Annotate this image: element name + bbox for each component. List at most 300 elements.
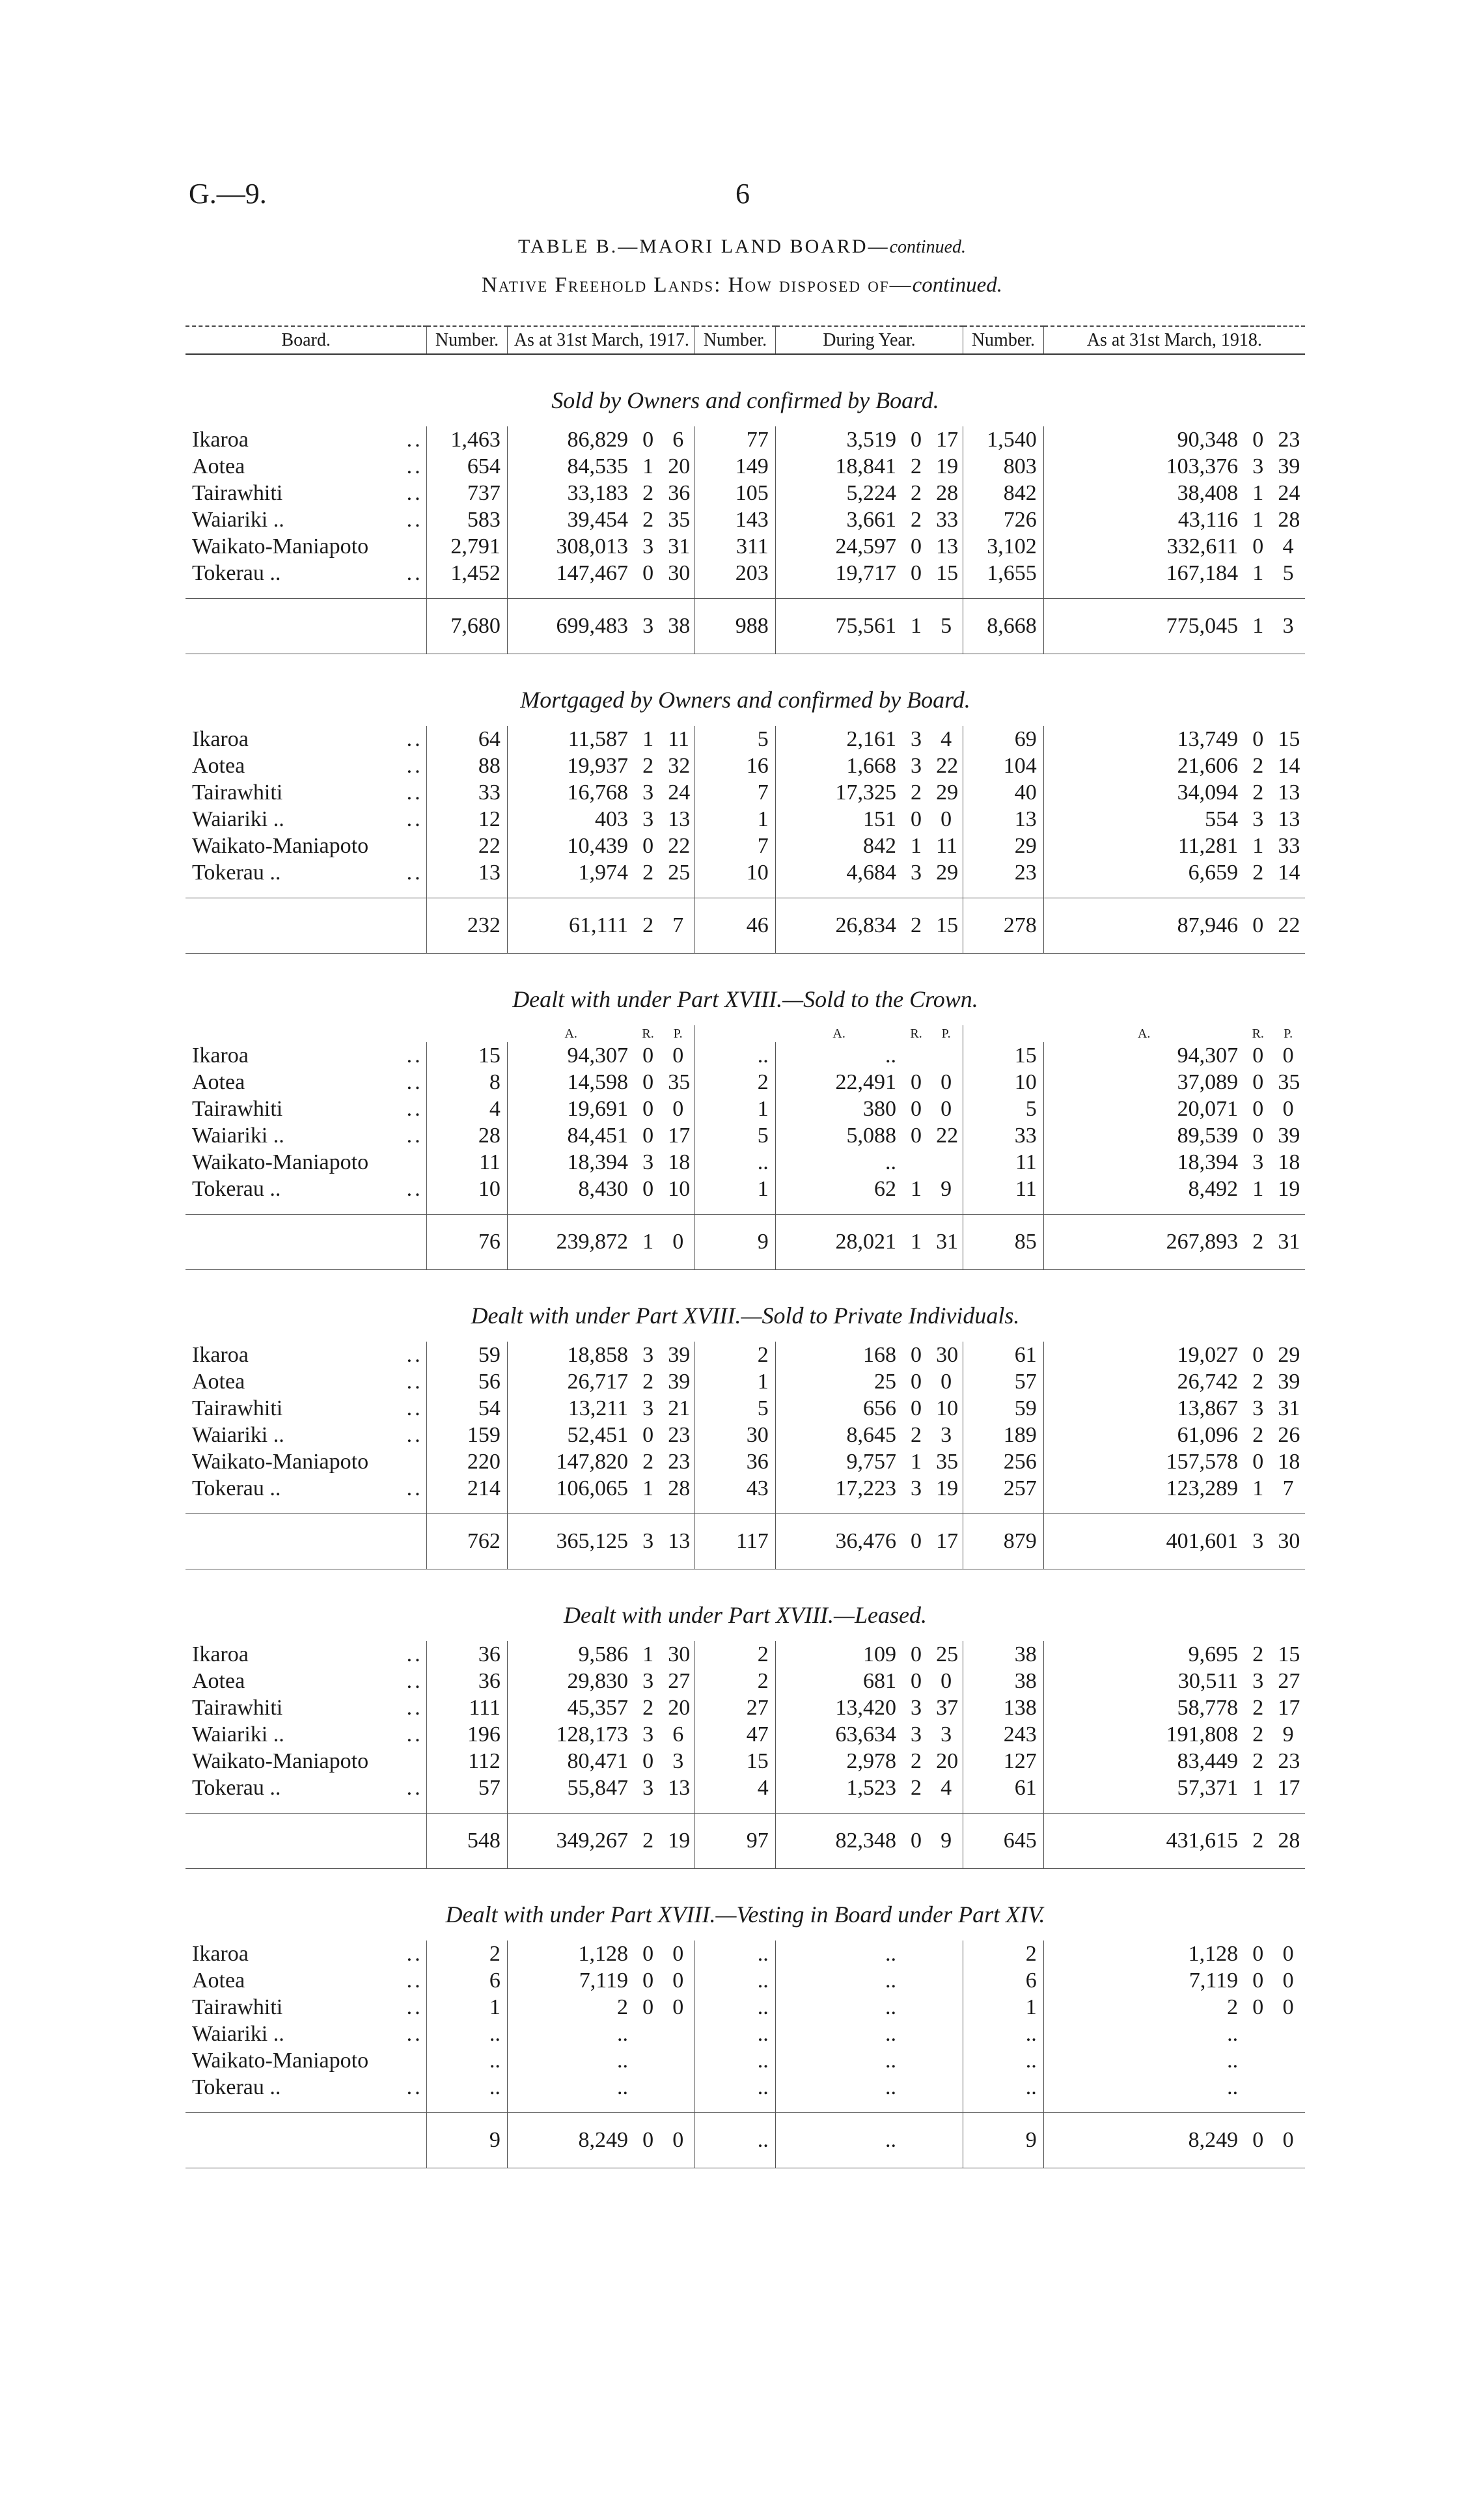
table-row — [186, 859, 1305, 886]
total-row — [186, 1814, 1305, 1869]
table-cell: 39 — [1278, 1123, 1300, 1148]
board-name: Tokerau .. — [192, 1775, 281, 1800]
table-cell: 0 — [911, 1096, 922, 1121]
total-cell: 117 — [695, 1514, 776, 1569]
table-cell: 2 — [1252, 1369, 1264, 1394]
board-name: Tokerau .. — [192, 1476, 281, 1500]
table-cell: 1 — [695, 1368, 776, 1395]
spacer-cell — [635, 2101, 661, 2113]
table-row — [186, 779, 1305, 806]
table-row — [186, 1668, 1305, 1694]
table-cell: .. — [695, 1967, 776, 1994]
spacer-cell — [695, 886, 776, 898]
table-cell: 6 — [963, 1967, 1044, 1994]
total-cell: 645 — [963, 1814, 1044, 1869]
table-cell: 2 — [911, 507, 922, 532]
table-row — [186, 806, 1305, 833]
table-cell: .. — [1043, 2021, 1244, 2047]
leader-dots: .. — [406, 1123, 423, 1148]
table-cell: 2,161 — [775, 726, 903, 753]
spacer-cell — [661, 587, 695, 599]
table-cell: 1 — [911, 1176, 922, 1201]
spacer-cell — [427, 1202, 508, 1215]
spacer-cell — [775, 1801, 903, 1814]
col-header-number-1917: Number. — [427, 326, 508, 354]
board-name: Ikaroa — [192, 1941, 249, 1966]
spacer-row — [186, 2101, 1305, 2113]
spacer-cell — [963, 587, 1044, 599]
table-cell: 2 — [1252, 860, 1264, 885]
spacer-cell — [929, 1202, 963, 1215]
table-cell: 23 — [1278, 1748, 1300, 1773]
table-cell: 2 — [695, 1641, 776, 1668]
table-cell: 0 — [911, 1396, 922, 1420]
table-cell — [1244, 2074, 1271, 2101]
table-cell: 583 — [427, 506, 508, 533]
table-cell: 31 — [1278, 1396, 1300, 1420]
table-cell: 13,867 — [1043, 1395, 1244, 1422]
table-cell: 56 — [427, 1368, 508, 1395]
total-cell — [929, 2113, 963, 2168]
board-name: Tairawhiti — [192, 480, 283, 505]
table-cell: 64 — [427, 726, 508, 753]
table-cell: 1 — [695, 806, 776, 833]
table-cell: 22 — [936, 1123, 959, 1148]
table-cell: 106,065 — [507, 1475, 635, 1502]
spacer-cell — [695, 1801, 776, 1814]
table-cell: 3 — [642, 1775, 654, 1800]
section-heading-row — [186, 1270, 1305, 1342]
table-cell: 2 — [1252, 1422, 1264, 1447]
table-cell: 18 — [668, 1150, 691, 1174]
total-cell: 401,601 — [1043, 1514, 1244, 1569]
table-cell: 0 — [672, 1043, 684, 1068]
table-cell: 3,661 — [775, 506, 903, 533]
total-cell: 879 — [963, 1514, 1044, 1569]
table-cell: 0 — [1282, 1995, 1294, 2019]
table-cell: 149 — [695, 453, 776, 480]
leader-dots: .. — [406, 807, 423, 831]
col-header-as-at-1917: As at 31st March, 1917. — [507, 326, 694, 354]
spacer-cell — [775, 587, 903, 599]
table-cell: 21,606 — [1043, 753, 1244, 779]
table-cell — [661, 2021, 695, 2047]
total-row — [186, 599, 1305, 654]
table-cell — [635, 2074, 661, 2101]
spacer-cell — [929, 587, 963, 599]
col-header-during-year: During Year. — [775, 326, 963, 354]
table-row — [186, 533, 1305, 560]
table-cell: 157,578 — [1043, 1448, 1244, 1475]
table-cell: 5 — [963, 1096, 1044, 1122]
table-cell: 1 — [427, 1994, 508, 2021]
table-cell: 0 — [642, 833, 654, 858]
table-cell: 18 — [1278, 1150, 1300, 1174]
table-cell — [903, 1994, 929, 2021]
table-cell: 0 — [1282, 1941, 1294, 1966]
table-cell: .. — [775, 2021, 903, 2047]
table-cell: 22 — [936, 753, 959, 778]
total-label-cell — [186, 1814, 427, 1869]
table-cell: 2,791 — [427, 533, 508, 560]
table-cell: 27 — [1278, 1668, 1300, 1693]
units-spacer — [963, 1025, 1044, 1042]
total-cell: 3 — [635, 599, 661, 654]
table-cell: 3 — [642, 1668, 654, 1693]
table-cell: 2 — [695, 1069, 776, 1096]
table-cell: .. — [775, 1994, 903, 2021]
table-cell: .. — [695, 2047, 776, 2074]
table-cell: 3 — [911, 860, 922, 885]
table-cell: .. — [695, 1149, 776, 1176]
total-cell: 278 — [963, 898, 1044, 954]
table-cell: 127 — [963, 1748, 1044, 1775]
table-cell: 3 — [642, 780, 654, 805]
table-cell: 25 — [936, 1642, 959, 1666]
table-cell: 20 — [668, 1695, 691, 1720]
table-cell: 24,597 — [775, 533, 903, 560]
table-cell: 6,659 — [1043, 859, 1244, 886]
table-cell: 61,096 — [1043, 1422, 1244, 1448]
leader-dots: .. — [406, 1369, 423, 1394]
table-cell: 86,829 — [507, 426, 635, 453]
table-cell: 30 — [668, 1642, 691, 1666]
leader-dots: .. — [406, 1968, 423, 1993]
spacer-cell — [903, 1801, 929, 1814]
spacer-cell — [1043, 1502, 1244, 1514]
table-cell: 1 — [1252, 507, 1264, 532]
table-cell: 7 — [695, 779, 776, 806]
table-cell — [1244, 2021, 1271, 2047]
spacer-cell — [1043, 1202, 1244, 1215]
table-cell: 54 — [427, 1395, 508, 1422]
table-cell: 1 — [1252, 560, 1264, 585]
board-name: Aotea — [192, 1968, 245, 1993]
table-cell: 5,224 — [775, 480, 903, 506]
table-cell: 23 — [668, 1422, 691, 1447]
table-cell: 0 — [642, 560, 654, 585]
board-name: Waiariki .. — [192, 2021, 284, 2046]
table-cell: 1 — [642, 1476, 654, 1500]
table-cell: 33 — [1278, 833, 1300, 858]
total-cell: 7 — [661, 898, 695, 954]
table-cell: .. — [695, 2021, 776, 2047]
table-cell: 17,325 — [775, 779, 903, 806]
table-cell: 0 — [941, 1096, 952, 1121]
total-label-cell — [186, 1215, 427, 1270]
table-cell: 22,491 — [775, 1069, 903, 1096]
table-cell: 30 — [668, 560, 691, 585]
table-cell: 4 — [941, 726, 952, 751]
table-cell: 0 — [1252, 1123, 1264, 1148]
table-cell — [929, 1994, 963, 2021]
table-cell: 1 — [695, 1176, 776, 1202]
table-row — [186, 426, 1305, 453]
table-cell: 0 — [642, 1176, 654, 1201]
table-cell: 17 — [668, 1123, 691, 1148]
table-cell: 2 — [1252, 1748, 1264, 1773]
table-cell: 0 — [1252, 1070, 1264, 1094]
table-cell: 105 — [695, 480, 776, 506]
table-cell: .. — [775, 1967, 903, 1994]
table-cell: 24 — [1278, 480, 1300, 505]
table-cell: 80,471 — [507, 1748, 635, 1775]
spacer-cell — [186, 587, 427, 599]
table-cell: 19,717 — [775, 560, 903, 587]
table-cell: 220 — [427, 1448, 508, 1475]
units-spacer — [186, 1025, 507, 1042]
spacer-row — [186, 1202, 1305, 1215]
spacer-cell — [1271, 886, 1305, 898]
table-cell — [1244, 2047, 1271, 2074]
table-row — [186, 1422, 1305, 1448]
table-cell: 6 — [672, 427, 684, 452]
table-cell: 803 — [963, 453, 1044, 480]
table-cell: 3 — [1252, 454, 1264, 478]
table-cell: .. — [775, 1042, 903, 1069]
table-cell: 10,439 — [507, 833, 635, 859]
total-cell: 19 — [661, 1814, 695, 1869]
spacer-cell — [186, 886, 427, 898]
table-cell: 0 — [941, 1369, 952, 1394]
total-cell: 2 — [635, 1814, 661, 1869]
total-cell: .. — [695, 2113, 776, 2168]
spacer-cell — [929, 1801, 963, 1814]
table-cell: 18,841 — [775, 453, 903, 480]
spacer-cell — [1043, 1801, 1244, 1814]
total-cell: 31 — [929, 1215, 963, 1270]
table-cell: 311 — [695, 533, 776, 560]
unit-roods: R. — [910, 1026, 922, 1041]
table-cell: 13 — [1278, 780, 1300, 805]
table-row — [186, 2074, 1305, 2101]
leader-dots: .. — [406, 2075, 423, 2099]
table-cell: 1,974 — [507, 859, 635, 886]
table-row — [186, 1096, 1305, 1122]
total-cell: 1 — [635, 1215, 661, 1270]
total-cell: 9 — [427, 2113, 508, 2168]
spacer-cell — [661, 886, 695, 898]
table-cell: 21 — [668, 1396, 691, 1420]
table-cell: 0 — [1252, 534, 1264, 559]
board-name: Waikato-Maniapoto — [192, 2048, 369, 2073]
table-row — [186, 1994, 1305, 2021]
total-cell: 762 — [427, 1514, 508, 1569]
table-cell: 55,847 — [507, 1775, 635, 1801]
spacer-cell — [1244, 587, 1271, 599]
spacer-cell — [507, 886, 635, 898]
table-cell: 1,128 — [1043, 1941, 1244, 1967]
table-cell: 1,668 — [775, 753, 903, 779]
table-cell: 2 — [642, 860, 654, 885]
unit-acres: A. — [564, 1026, 577, 1041]
table-cell: 112 — [427, 1748, 508, 1775]
table-cell: .. — [507, 2074, 635, 2101]
table-cell: 4 — [427, 1096, 508, 1122]
table-row — [186, 1342, 1305, 1368]
table-cell: 123,289 — [1043, 1475, 1244, 1502]
board-name: Waikato-Maniapoto — [192, 1449, 369, 1474]
table-cell: 1 — [911, 1449, 922, 1474]
table-cell: 23 — [668, 1449, 691, 1474]
board-name: Tokerau .. — [192, 860, 281, 885]
table-cell: 842 — [775, 833, 903, 859]
table-cell: 2 — [1252, 1642, 1264, 1666]
table-cell: 2 — [963, 1941, 1044, 1967]
table-cell: 0 — [1252, 1043, 1264, 1068]
table-cell: 1 — [642, 454, 654, 478]
section-heading: Dealt with under Part XVIII.—Sold to Private Individuals. — [471, 1303, 1020, 1329]
table-cell: 23 — [1278, 427, 1300, 452]
total-cell: 5 — [929, 599, 963, 654]
board-name: Tokerau .. — [192, 2075, 281, 2099]
table-cell: 19 — [936, 1476, 959, 1500]
total-label-cell — [186, 599, 427, 654]
leader-dots: .. — [406, 1642, 423, 1666]
table-cell: 63,634 — [775, 1721, 903, 1748]
table-cell: 654 — [427, 453, 508, 480]
total-row — [186, 1215, 1305, 1270]
table-row — [186, 833, 1305, 859]
table-cell: 4,684 — [775, 859, 903, 886]
leader-dots: .. — [406, 753, 423, 778]
table-cell: 3 — [642, 1396, 654, 1420]
table-cell: 29 — [1278, 1342, 1300, 1367]
total-cell: 31 — [1271, 1215, 1305, 1270]
table-cell: 19 — [1278, 1176, 1300, 1201]
total-cell: 267,893 — [1043, 1215, 1244, 1270]
unit-perches: P. — [941, 1026, 951, 1041]
table-cell: 2 — [695, 1342, 776, 1368]
table-cell: 94,307 — [1043, 1042, 1244, 1069]
table-cell: 10 — [936, 1396, 959, 1420]
table-cell: 1,452 — [427, 560, 508, 587]
table-cell: 7 — [695, 833, 776, 859]
table-row — [186, 1694, 1305, 1721]
table-cell: 656 — [775, 1395, 903, 1422]
table-cell: 0 — [941, 1070, 952, 1094]
table-cell — [903, 1941, 929, 1967]
spacer-cell — [903, 2101, 929, 2113]
table-cell: 0 — [911, 1070, 922, 1094]
spacer-cell — [695, 1502, 776, 1514]
table-cell: 13,749 — [1043, 726, 1244, 753]
table-cell: 0 — [941, 1668, 952, 1693]
spacer-cell — [963, 1502, 1044, 1514]
total-cell: 87,946 — [1043, 898, 1244, 954]
total-cell: 7,680 — [427, 599, 508, 654]
table-cell: 0 — [911, 1342, 922, 1367]
table-cell: .. — [775, 1149, 903, 1176]
table-cell: 19,691 — [507, 1096, 635, 1122]
section-heading-row — [186, 954, 1305, 1026]
table-cell: .. — [1043, 2047, 1244, 2074]
table-cell: 10 — [695, 859, 776, 886]
table-row — [186, 2021, 1305, 2047]
section-heading: Dealt with under Part XVIII.—Leased. — [564, 1602, 927, 1628]
table-cell: 1 — [1252, 833, 1264, 858]
total-cell: 76 — [427, 1215, 508, 1270]
table-cell: 2 — [911, 480, 922, 505]
table-cell: 33 — [427, 779, 508, 806]
table-cell: 57 — [427, 1775, 508, 1801]
table-cell: 35 — [668, 1070, 691, 1094]
board-name: Waiariki .. — [192, 507, 284, 532]
leader-dots: .. — [406, 780, 423, 805]
table-cell: 0 — [1252, 427, 1264, 452]
spacer-cell — [661, 1502, 695, 1514]
table-cell — [929, 1967, 963, 1994]
table-cell: 111 — [427, 1694, 508, 1721]
table-cell: 0 — [642, 1070, 654, 1094]
table-cell: 57 — [963, 1368, 1044, 1395]
board-name: Tairawhiti — [192, 780, 283, 805]
leader-dots: .. — [406, 1342, 423, 1367]
table-subtitle-continued: continued. — [912, 273, 1002, 297]
total-cell: 9 — [929, 1814, 963, 1869]
leader-dots — [400, 1149, 427, 1176]
board-name: Tairawhiti — [192, 1396, 283, 1420]
total-cell: 38 — [661, 599, 695, 654]
table-cell: 16 — [695, 753, 776, 779]
total-cell: 349,267 — [507, 1814, 635, 1869]
table-cell: 33,183 — [507, 480, 635, 506]
table-cell: 20 — [668, 454, 691, 478]
spacer-cell — [903, 1202, 929, 1215]
total-row — [186, 898, 1305, 954]
table-cell: 2 — [642, 1695, 654, 1720]
total-cell: 2 — [1244, 1215, 1271, 1270]
spacer-cell — [1043, 2101, 1244, 2113]
table-cell: 8,430 — [507, 1176, 635, 1202]
table-cell: 1 — [1252, 1775, 1264, 1800]
table-row — [186, 753, 1305, 779]
table-cell: 3 — [1252, 1396, 1264, 1420]
table-cell: .. — [963, 2021, 1044, 2047]
board-name: Aotea — [192, 1668, 245, 1693]
table-cell: 5 — [695, 1122, 776, 1149]
table-cell: 9 — [941, 1176, 952, 1201]
table-cell: 2 — [1043, 1994, 1244, 2021]
table-cell: 38 — [963, 1641, 1044, 1668]
table-cell: 3 — [642, 1342, 654, 1367]
table-cell: 24 — [668, 780, 691, 805]
table-row — [186, 1748, 1305, 1775]
spacer-cell — [661, 1202, 695, 1215]
table-cell: 28 — [1278, 507, 1300, 532]
table-cell: 168 — [775, 1342, 903, 1368]
table-cell: 3,519 — [775, 426, 903, 453]
table-cell: 1,463 — [427, 426, 508, 453]
table-cell: 257 — [963, 1475, 1044, 1502]
table-cell: 29 — [936, 780, 959, 805]
table-cell: 23 — [963, 859, 1044, 886]
table-row — [186, 1122, 1305, 1149]
table-cell: 1 — [695, 1096, 776, 1122]
table-cell: 11,587 — [507, 726, 635, 753]
table-cell: 103,376 — [1043, 453, 1244, 480]
table-cell: .. — [695, 2074, 776, 2101]
table-cell: 0 — [642, 1968, 654, 1993]
table-cell: 1 — [642, 726, 654, 751]
table-cell: 8 — [427, 1069, 508, 1096]
spacer-cell — [963, 1801, 1044, 1814]
table-cell: 5,088 — [775, 1122, 903, 1149]
table-cell — [903, 2021, 929, 2047]
total-cell: 61,111 — [507, 898, 635, 954]
table-cell: 25 — [775, 1368, 903, 1395]
table-cell: 380 — [775, 1096, 903, 1122]
